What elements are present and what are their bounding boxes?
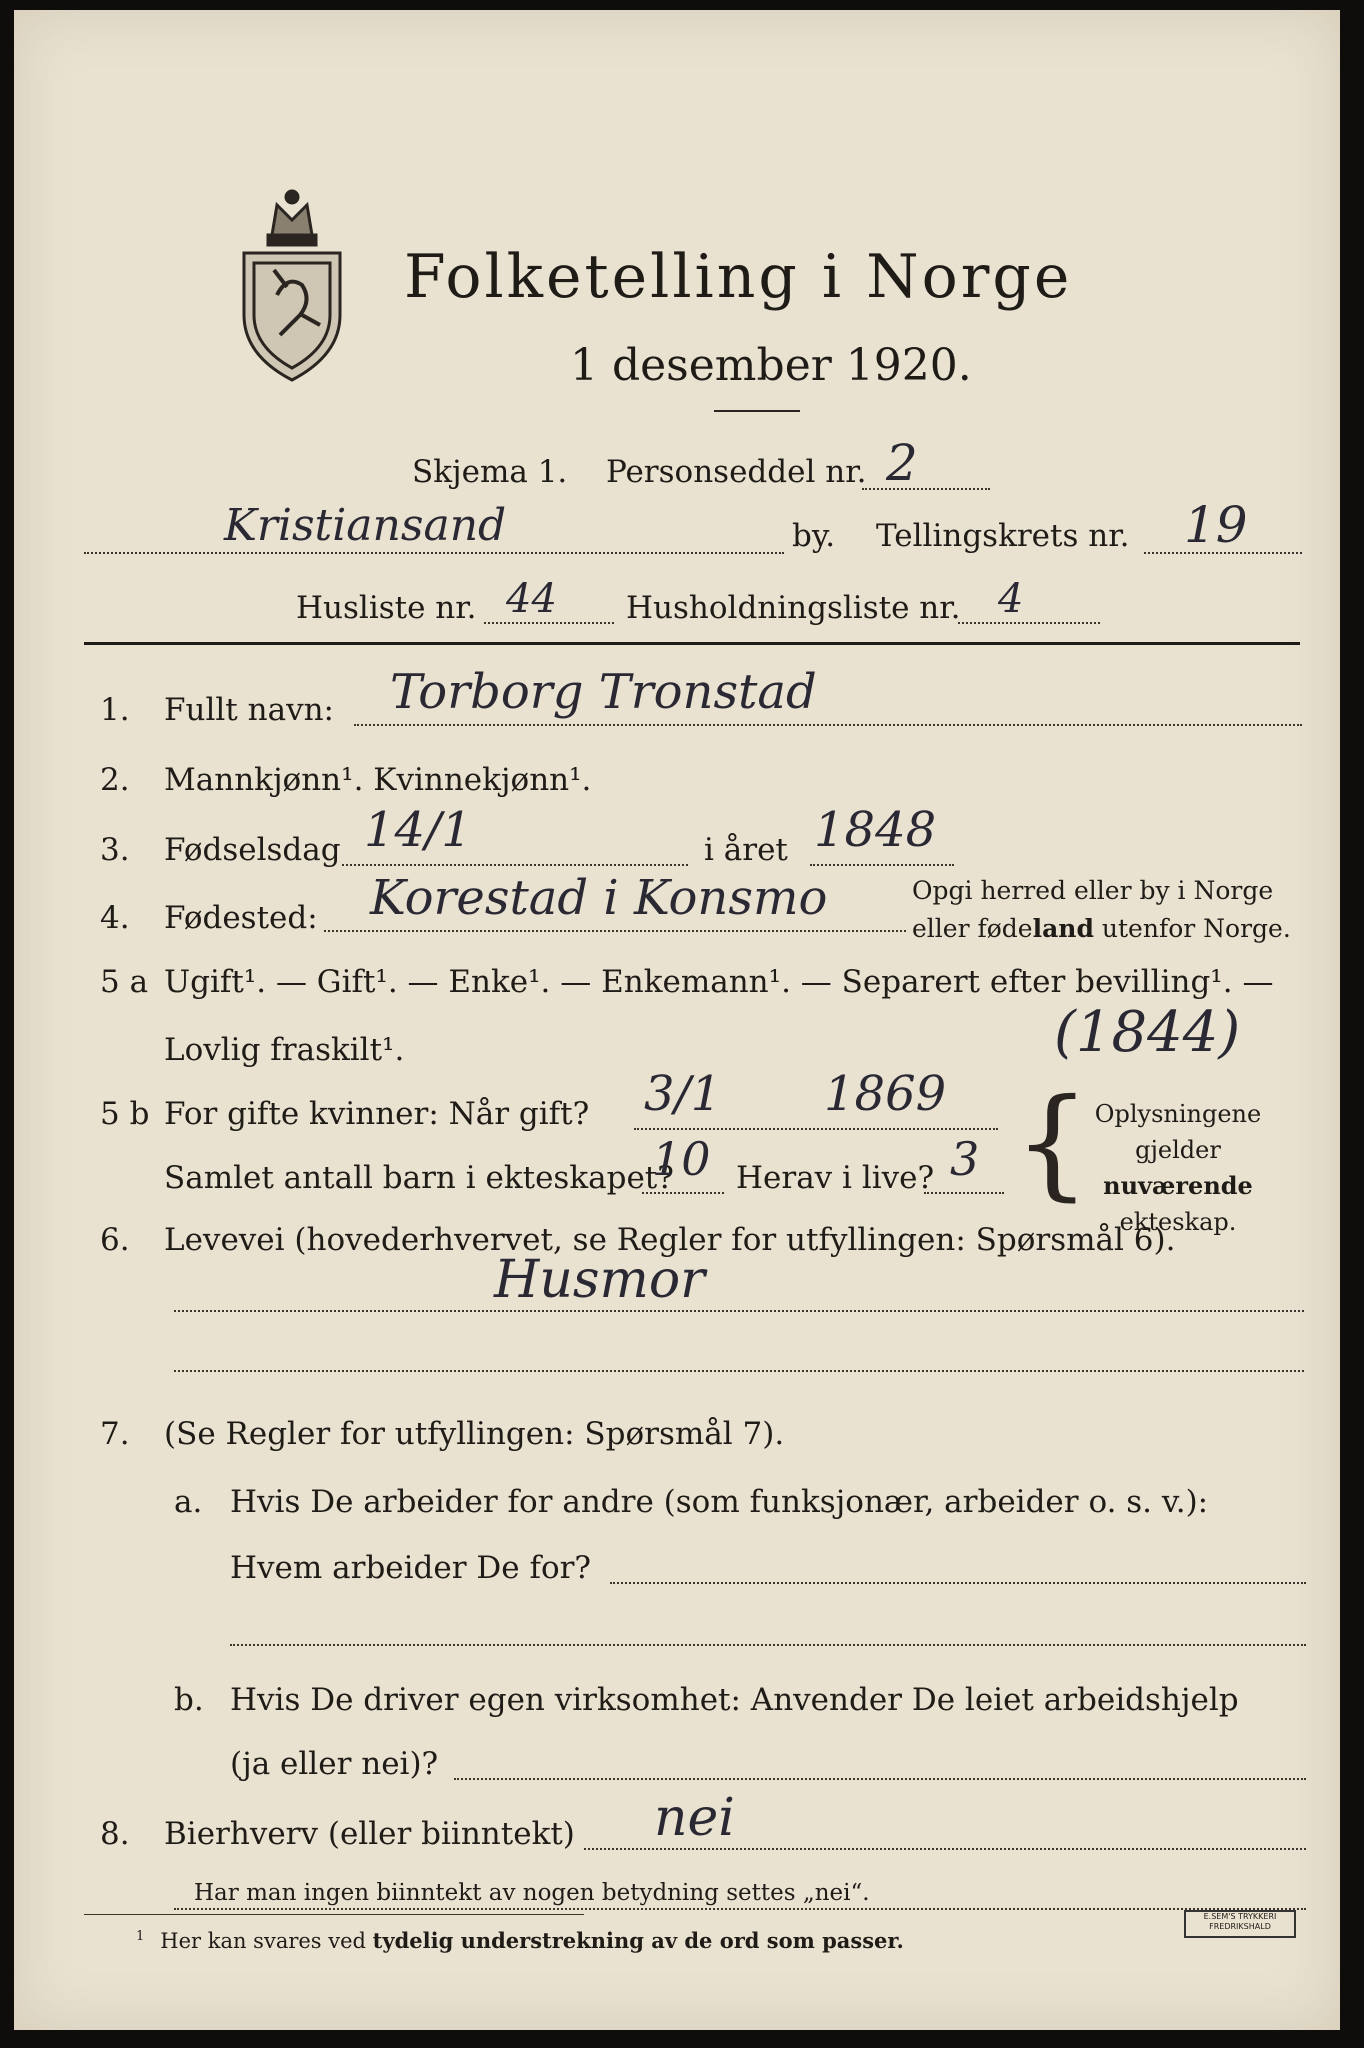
personseddel-line	[862, 488, 990, 490]
q4-note-line2: eller fødeland utenfor Norge.	[912, 914, 1291, 943]
q7a-number: a.	[174, 1484, 203, 1520]
q3-number: 3.	[100, 832, 130, 868]
q1-label: Fullt navn:	[164, 692, 334, 728]
q5b-label1: For gifte kvinner: Når gift?	[164, 1096, 590, 1132]
tellingskrets-label: Tellingskrets nr.	[876, 518, 1130, 554]
husliste-label: Husliste nr.	[296, 590, 477, 626]
q2-label: Mannkjønn¹. Kvinnekjønn¹.	[164, 762, 592, 798]
q5b-label2: Samlet antall barn i ekteskapet?	[164, 1160, 674, 1196]
q5b-note	[1058, 1096, 1298, 1240]
q5b-value2: 10	[652, 1132, 711, 1186]
q4-label: Fødested:	[164, 900, 318, 936]
q8-number: 8.	[100, 1816, 130, 1852]
q3-label: Fødselsdag	[164, 832, 341, 868]
husliste-value: 44	[506, 576, 557, 622]
q5b-label3: Herav i live?	[736, 1160, 935, 1196]
q5b-value1-date: 3/1	[644, 1066, 722, 1122]
q5b-note2: gjelder nuværende	[1103, 1136, 1253, 1200]
q8-line	[584, 1848, 1306, 1850]
q4-number: 4.	[100, 900, 130, 936]
q3-year-value: 1848	[814, 802, 937, 858]
husholdning-line	[958, 622, 1100, 624]
q1-value: Torborg Tronstad	[390, 664, 817, 720]
q7-label: (Se Regler for utfyllingen: Spørsmål 7).	[164, 1416, 785, 1452]
q5b-note1: Oplysningene	[1094, 1100, 1262, 1128]
title-divider	[714, 410, 800, 412]
q8-value: nei	[654, 1788, 735, 1848]
q5a-number: 5 a	[100, 964, 149, 1000]
by-line	[84, 552, 784, 554]
tellingskrets-value: 19	[1184, 496, 1248, 554]
q5b-line2	[642, 1192, 724, 1194]
coat-of-arms-icon	[232, 175, 352, 385]
q7b-line1: Hvis De driver egen virksomhet: Anvender De leiet arbeidshjelp	[230, 1682, 1239, 1718]
q4-value: Korestad i Konsmo	[370, 870, 828, 926]
q5b-line1	[634, 1128, 998, 1130]
q7b-line	[454, 1778, 1306, 1780]
footnote-rule	[84, 1914, 584, 1915]
q5b-value1-year: 1869	[824, 1066, 947, 1122]
skjema-label: Skjema 1.	[412, 454, 568, 490]
footnote: $^1$ Her kan svares ved tydelig understrekning av de ord som passer.	[136, 1928, 904, 1953]
q5a-line2: Lovlig fraskilt¹.	[164, 1032, 405, 1068]
q1-line	[354, 724, 1302, 726]
q7a-line2-fill	[230, 1644, 1306, 1646]
q4-line	[324, 930, 906, 932]
q7a-line	[610, 1582, 1306, 1584]
by-value: Kristiansand	[224, 500, 507, 551]
q3-year-label: i året	[704, 832, 788, 868]
q7-number: 7.	[100, 1416, 130, 1452]
husholdning-value: 4	[998, 576, 1024, 622]
q4-note-line1: Opgi herred eller by i Norge	[912, 876, 1274, 905]
q7a-line1: Hvis De arbeider for andre (som funksjonær, arbeider o. s. v.):	[230, 1484, 1209, 1520]
husliste-line	[484, 622, 614, 624]
q1-number: 1.	[100, 692, 130, 728]
q6-number: 6.	[100, 1222, 130, 1258]
q6-label: Levevei (hovederhvervet, se Regler for utfyllingen: Spørsmål 6).	[164, 1222, 1176, 1258]
q6-line2	[174, 1370, 1304, 1372]
census-form	[14, 10, 1340, 2030]
q3-value: 14/1	[364, 802, 472, 858]
q3-line	[342, 864, 688, 866]
personseddel-label: Personseddel nr.	[606, 454, 867, 490]
q8-line2	[174, 1908, 1306, 1910]
q7b-line2: (ja eller nei)?	[230, 1746, 439, 1782]
q5b-number: 5 b	[100, 1096, 150, 1132]
q3-year-line	[810, 864, 954, 866]
q5b-line3	[924, 1192, 1004, 1194]
q5b-value3: 3	[950, 1132, 980, 1186]
by-label: by.	[792, 518, 836, 554]
q6-line1	[174, 1310, 1304, 1312]
printer-stamp: E.SEM'S TRYKKERI FREDRIKSHALD	[1184, 1910, 1296, 1938]
q5b-note3: ekteskap.	[1119, 1208, 1237, 1236]
census-date: 1 desember 1920.	[570, 340, 972, 391]
q7a-line2: Hvem arbeider De for?	[230, 1550, 592, 1586]
personseddel-value: 2	[886, 434, 918, 492]
q7b-number: b.	[174, 1682, 204, 1718]
footer-note: Har man ingen biinntekt av nogen betydning settes „nei“.	[194, 1880, 870, 1906]
q8-label: Bierhverv (eller biinntekt)	[164, 1816, 575, 1852]
husholdning-label: Husholdningsliste nr.	[626, 590, 961, 626]
q5b-brace: {	[1014, 1074, 1091, 1213]
form-title: Folketelling i Norge	[404, 242, 1073, 312]
q2-number: 2.	[100, 762, 130, 798]
q5a-line1: Ugift¹. — Gift¹. — Enke¹. — Enkemann¹. — Separert efter bevilling¹. —	[164, 964, 1274, 1000]
header-separator	[84, 642, 1300, 645]
q5a-annotation: (1844)	[1054, 1000, 1241, 1065]
q6-value: Husmor	[494, 1250, 705, 1310]
